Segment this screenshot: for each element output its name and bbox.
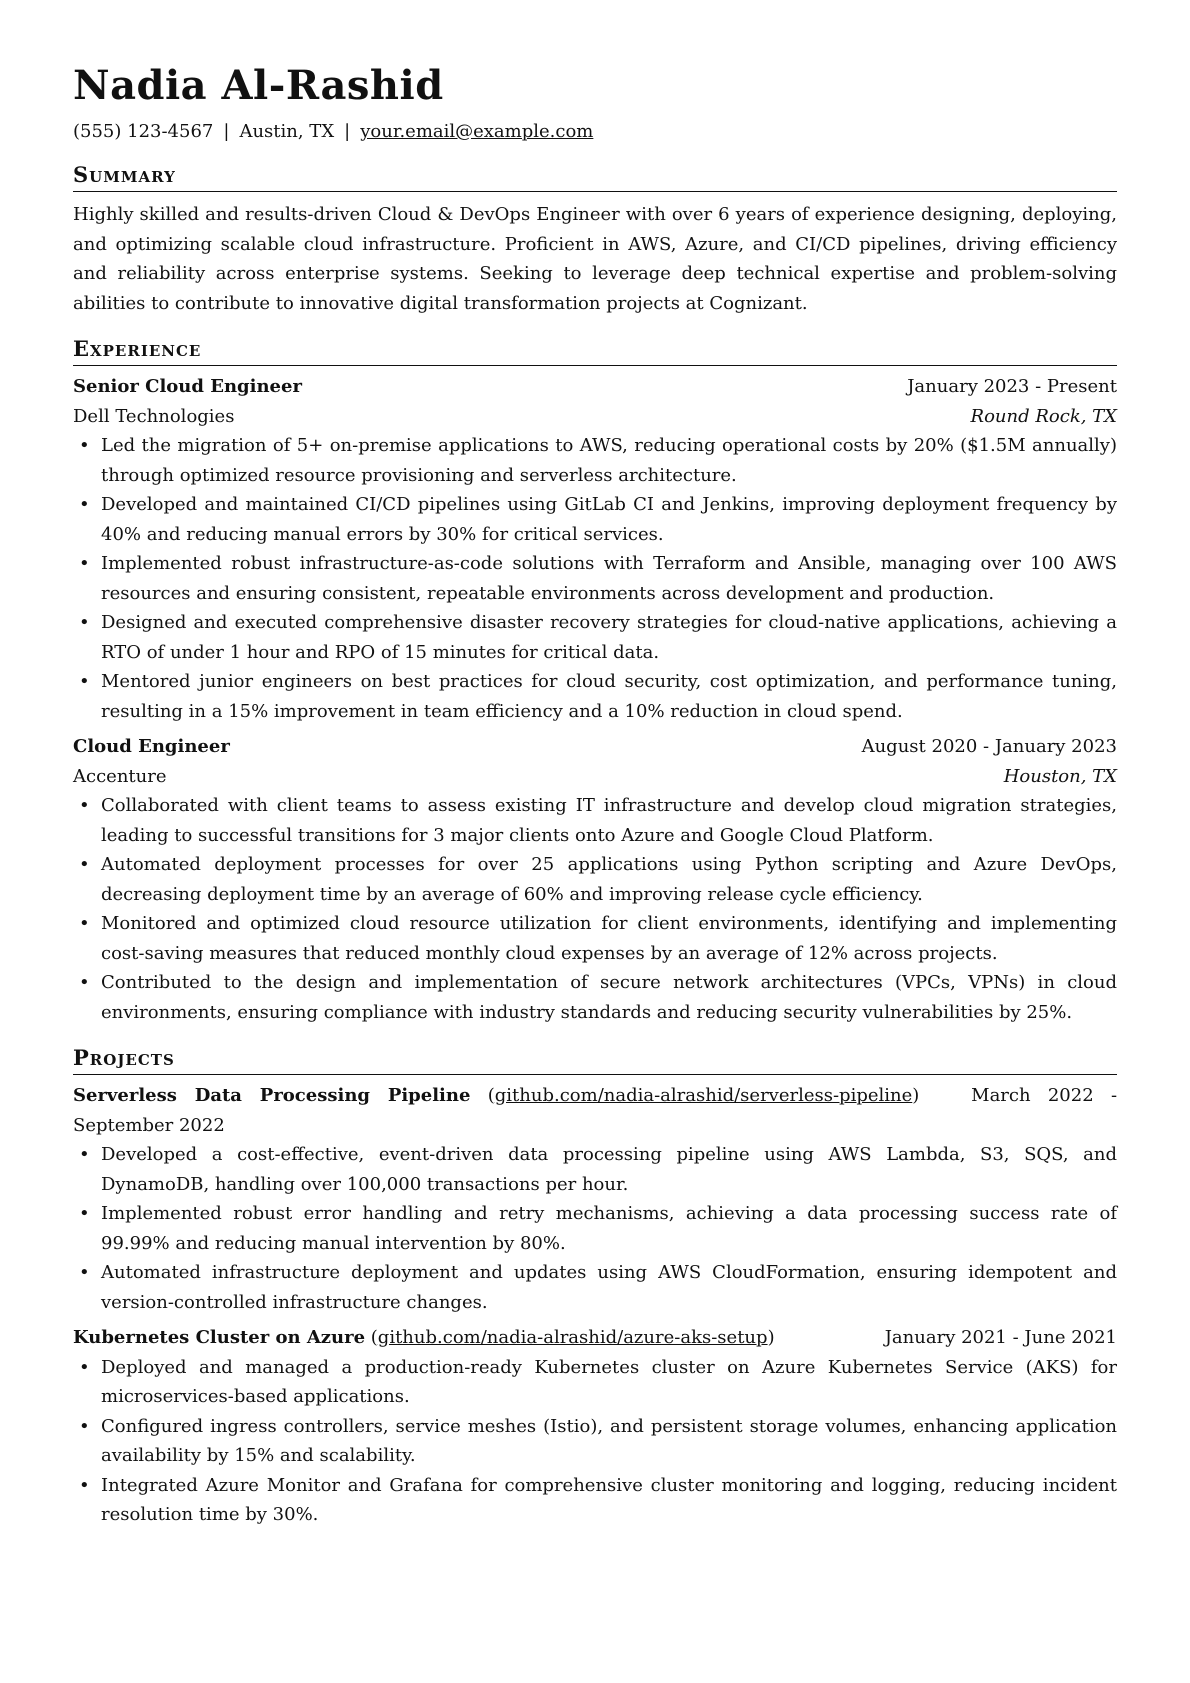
- bullet-item: • Automated infrastructure deployment and updates using AWS CloudFormation, ensuring idempotent and version-controlled infrastructure changes.: [101, 1258, 1117, 1317]
- project-entry: [73, 1323, 1117, 1530]
- job-entry: [73, 372, 1117, 726]
- bullet-item: • Led the migration of 5+ on-premise applications to AWS, reducing operational costs by 20% ($1.5M annually) through optimized resource provisioning and serverless architecture.: [101, 431, 1117, 490]
- job-header: [73, 732, 1117, 762]
- job-title: Senior Cloud Engineer: [73, 376, 302, 397]
- bullet-item: • Automated deployment processes for over 25 applications using Python scripting and Azure DevOps, decreasing deployment time by an average of 60% and improving release cycle efficiency.: [101, 850, 1117, 909]
- project-bullets: [73, 1353, 1117, 1530]
- section-heading-experience: Experience: [73, 336, 1117, 366]
- project-entry: [73, 1081, 1117, 1317]
- job-location: Houston, TX: [1003, 765, 1117, 787]
- job-location: Round Rock, TX: [970, 405, 1117, 427]
- phone: (555) 123-4567: [73, 121, 214, 142]
- project-header: Kubernetes Cluster on Azure (github.com/nadia-alrashid/azure-aks-setup) January 2021 - June 2021: [73, 1323, 1117, 1353]
- section-heading-summary: Summary: [73, 162, 1117, 192]
- project-dates: March 2022 - September 2022: [73, 1085, 1118, 1136]
- job-subheader: [73, 402, 1117, 432]
- job-subheader: [73, 762, 1117, 792]
- project-link[interactable]: github.com/nadia-alrashid/azure-aks-setup: [377, 1327, 768, 1348]
- summary-text: Highly skilled and results-driven Cloud & DevOps Engineer with over 6 years of experience designing, deploying, and optimizing scalable cloud infrastructure. Proficient in AWS, Azure, and CI/CD pipelines, driving efficiency and reliability across enterprise systems. Seeking to leverage deep technical expertise and problem-solving abilities to contribute to innovative digital transformation projects at Cognizant.: [73, 204, 1117, 314]
- bullet-item: • Monitored and optimized cloud resource utilization for client environments, identifying and implementing cost-saving measures that reduced monthly cloud expenses by an average of 12% across projects.: [101, 909, 1117, 968]
- bullet-item: • Designed and executed comprehensive disaster recovery strategies for cloud-native applications, achieving a RTO of under 1 hour and RPO of 15 minutes for critical data.: [101, 608, 1117, 667]
- bullet-item: • Mentored junior engineers on best practices for cloud security, cost optimization, and performance tuning, resulting in a 15% improvement in team efficiency and a 10% reduction in cloud spend.: [101, 667, 1117, 726]
- project-bullets: [73, 1140, 1117, 1317]
- project-link[interactable]: github.com/nadia-alrashid/serverless-pipeline: [494, 1085, 913, 1106]
- job-header: [73, 372, 1117, 402]
- bullet-item: • Implemented robust infrastructure-as-code solutions with Terraform and Ansible, managing over 100 AWS resources and ensuring consistent, repeatable environments across development and production.: [101, 549, 1117, 608]
- job-entry: [73, 732, 1117, 1027]
- bullet-item: • Implemented robust error handling and retry mechanisms, achieving a data processing success rate of 99.99% and reducing manual intervention by 80%.: [101, 1199, 1117, 1258]
- project-dates: January 2021 - June 2021: [884, 1327, 1117, 1348]
- section-heading-projects: Projects: [73, 1045, 1117, 1075]
- job-dates: January 2023 - Present: [907, 376, 1117, 397]
- candidate-name: Nadia Al-Rashid: [73, 62, 444, 109]
- job-dates: August 2020 - January 2023: [861, 736, 1117, 757]
- location: Austin, TX: [239, 121, 335, 142]
- job-bullets: [73, 431, 1117, 726]
- job-title: Cloud Engineer: [73, 736, 230, 757]
- separator: |: [223, 121, 230, 142]
- contact-line: [73, 120, 1117, 144]
- bullet-item: • Configured ingress controllers, service meshes (Istio), and persistent storage volumes, enhancing application availability by 15% and scalability.: [101, 1412, 1117, 1471]
- project-title: Serverless Data Processing Pipeline: [73, 1085, 471, 1106]
- bullet-item: • Deployed and managed a production-ready Kubernetes cluster on Azure Kubernetes Service (AKS) for microservices-based applications.: [101, 1353, 1117, 1412]
- company-name: Dell Technologies: [73, 405, 235, 427]
- job-bullets: [73, 791, 1117, 1027]
- separator: |: [344, 121, 351, 142]
- bullet-item: • Collaborated with client teams to assess existing IT infrastructure and develop cloud migration strategies, leading to successful transitions for 3 major clients onto Azure and Google Cloud Platform.: [101, 791, 1117, 850]
- bullet-item: • Developed and maintained CI/CD pipelines using GitLab CI and Jenkins, improving deployment frequency by 40% and reducing manual errors by 30% for critical services.: [101, 490, 1117, 549]
- bullet-item: • Integrated Azure Monitor and Grafana for comprehensive cluster monitoring and logging, reducing incident resolution time by 30%.: [101, 1471, 1117, 1530]
- project-header: Serverless Data Processing Pipeline (github.com/nadia-alrashid/serverless-pipeline) March 2022 - September 2022: [73, 1085, 1118, 1136]
- company-name: Accenture: [73, 765, 167, 787]
- bullet-item: • Developed a cost-effective, event-driven data processing pipeline using AWS Lambda, S3, SQS, and DynamoDB, handling over 100,000 transactions per hour.: [101, 1140, 1117, 1199]
- project-title: Kubernetes Cluster on Azure: [73, 1327, 366, 1348]
- bullet-item: • Contributed to the design and implementation of secure network architectures (VPCs, VPNs) in cloud environments, ensuring compliance with industry standards and reducing security vulnerabilities by 25%.: [101, 968, 1117, 1027]
- email-link[interactable]: your.email@example.com: [360, 121, 594, 142]
